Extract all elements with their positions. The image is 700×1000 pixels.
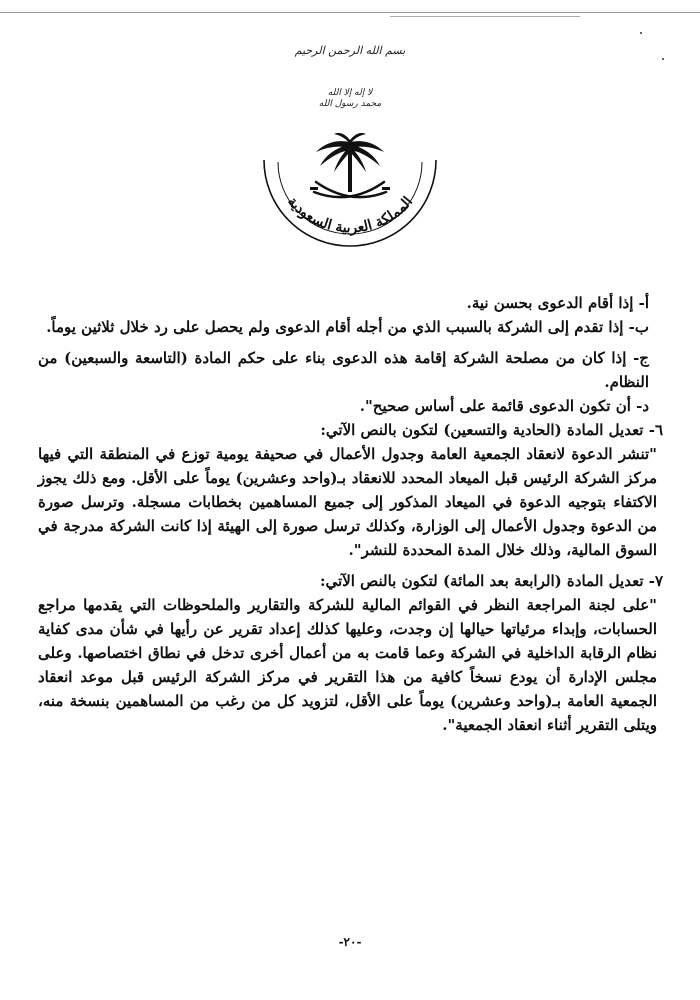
page-number: -٢٠- [338, 935, 362, 949]
saudi-emblem-icon [258, 130, 442, 252]
amendment-7-text: "على لجنة المراجعة النظر في القوائم المالية للشركة والتقارير والملحوظات التي يقدمها مراجع الحسابات، وإبداء مرئياتها حيالها إن وجدت، وعليها كذلك إعداد تقرير عن رأيها في شأن مدى كفاية نظام الرقابة الداخلية في الشركة وعما قامت به من أعمال أخرى تدخل في نطاق اختصاصها. وعلى مجلس الإدارة أن يودع نسخاً كافية من هذا التقرير في مركز الشركة الرئيس قبل موعد انعقاد الجمعية العامة بـ(واحد وعشرين) يوماً على الأقل، لتزويد كل من رغب من المساهمين بنسخة منه، ويتلى التقرير أثناء انعقاد الجمعية". [38, 596, 657, 734]
clause-c: ج- إذا كان من مصلحة الشركة إقامة هذه الدعوى بناء على حكم المادة (التاسعة والسبعين) من النظام. [38, 349, 649, 391]
amendment-6-heading: ٦- تعديل المادة (الحادية والتسعين) لتكون بالنص الآتي: [320, 421, 663, 439]
clause-d: د- أن تكون الدعوى قائمة على أساس صحيح". [359, 397, 649, 415]
clause-a: أ- إذا أقام الدعوى بحسن نية. [466, 294, 649, 312]
letterhead [0, 30, 700, 260]
amendment-7-heading: ٧- تعديل المادة (الرابعة بعد المائة) لتكون بالنص الآتي: [319, 572, 663, 590]
document-body [38, 291, 663, 737]
scan-artifact-line [0, 12, 700, 13]
shahada-line-2: محمد رسول الله [318, 99, 382, 109]
emblem-text-path: المملكة العربية السعودية [283, 193, 417, 237]
shahada-line-1: لا إله إلا الله [327, 88, 373, 98]
emblem-arc-text [284, 194, 416, 237]
clause-b: ب- إذا تقدم إلى الشركة بالسبب الذي من أجله أقام الدعوى ولم يحصل على رد خلال ثلاثين يوماً. [46, 318, 649, 336]
basmala: بسم الله الرحمن الرحيم [294, 44, 406, 57]
shahada-calligraphy [0, 88, 700, 110]
amendment-6-text: "تنشر الدعوة لانعقاد الجمعية العامة وجدول الأعمال في صحيفة يومية توزع في المنطقة التي فيها مركز الشركة الرئيس قبل الميعاد المحدد للانعقاد بـ(واحد وعشرين) يوماً على الأقل. ومع ذلك يجوز الاكتفاء بتوجيه الدعوة في الميعاد المذكور إلى جميع المساهمين بخطابات مسجلة. وترسل صورة من الدعوة وجدول الأعمال إلى الوزارة، وكذلك ترسل صورة إلى الهيئة إذا كانت الشركة مدرجة في السوق المالية، وذلك خلال المدة المحددة للنشر". [38, 445, 657, 559]
scan-artifact-line [390, 16, 580, 17]
